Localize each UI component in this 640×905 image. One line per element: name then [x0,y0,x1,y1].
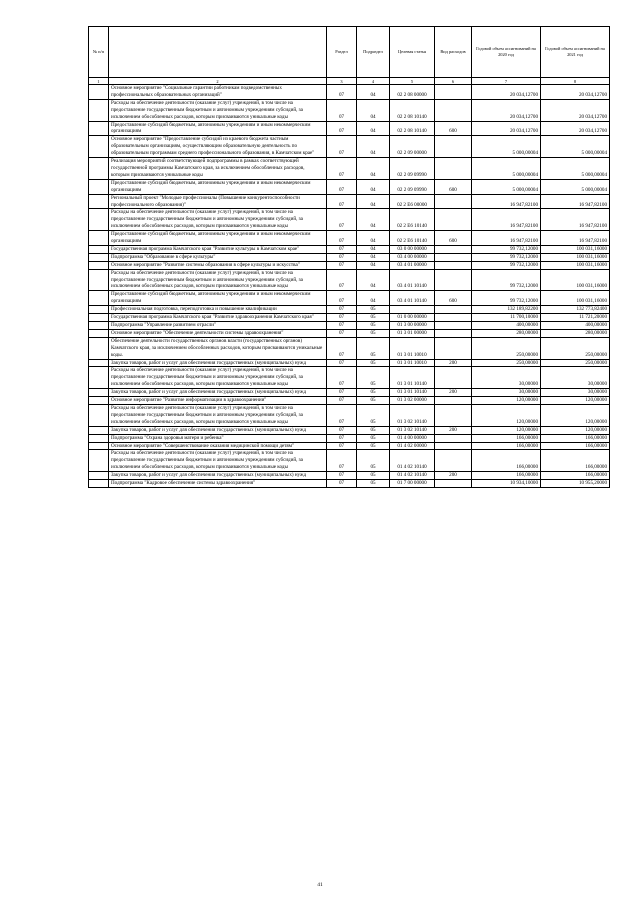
cell-expense-type: 200 [435,426,472,434]
cell-subsection: 05 [357,329,390,337]
cell-target-article: 02 2 E6 10140 [390,231,435,246]
cell-section: 07 [327,480,357,488]
cell-num [89,158,109,180]
cell-section: 07 [327,367,357,389]
column-number: 6 [435,78,472,85]
cell-name: Подпрограмма "Управление развитием отрасли" [109,322,327,330]
cell-allocation-2020: 99 732,12000 [472,253,541,261]
cell-subsection: 05 [357,472,390,480]
cell-subsection: 05 [357,314,390,322]
cell-expense-type [435,314,472,322]
cell-allocation-2021: 20 034,12700 [541,99,610,121]
cell-allocation-2021: 100 031,16000 [541,291,610,306]
cell-num [89,99,109,121]
cell-allocation-2021: 30,00000 [541,367,610,389]
cell-allocation-2020: 5 000,00004 [472,158,541,180]
header-subsection: Подраздел [357,27,390,78]
cell-expense-type [435,329,472,337]
cell-target-article: 01 4 02 00000 [390,442,435,450]
cell-allocation-2020: 166,00000 [472,434,541,442]
cell-subsection: 05 [357,397,390,405]
cell-name: Предоставление субсидий бюджетным, автономным учреждениям и иным некоммерческим организациям [109,291,327,306]
cell-expense-type [435,337,472,359]
table-row [89,450,610,472]
cell-section: 07 [327,261,357,269]
cell-target-article: 01 3 01 10010 [390,359,435,367]
cell-num [89,179,109,194]
cell-expense-type [435,261,472,269]
cell-subsection: 04 [357,99,390,121]
cell-name: Государственная программа Камчатского края "Развитие культуры в Камчатском крае" [109,245,327,253]
cell-target-article: 02 2 09 09990 [390,158,435,180]
cell-name: Подпрограмма "Охрана здоровья матери и ребенка" [109,434,327,442]
cell-target-article: 01 4 02 10140 [390,450,435,472]
table-row [89,337,610,359]
table-row [89,367,610,389]
cell-allocation-2021: 16 947,82100 [541,231,610,246]
cell-allocation-2021: 280,00000 [541,329,610,337]
column-number: 3 [327,78,357,85]
cell-name: Расходы на обеспечение деятельности (оказание услуг) учреждений, в том числе на предоставление государственным бюджетным и автономным учреждениям субсидий, за исключением обособленных расходов, которым присваиваются уникальные коды [109,404,327,426]
table-row [89,253,610,261]
cell-expense-type [435,306,472,314]
cell-target-article: 02 2 09 09990 [390,179,435,194]
cell-section: 07 [327,322,357,330]
cell-allocation-2021: 100 031,16000 [541,261,610,269]
cell-name: Региональный проект "Молодые профессионалы (Повышение конкурентоспособности профессионального образования)" [109,194,327,209]
cell-num [89,253,109,261]
cell-num [89,359,109,367]
cell-subsection: 05 [357,434,390,442]
cell-section: 07 [327,245,357,253]
cell-allocation-2021: 166,00000 [541,434,610,442]
cell-num [89,209,109,231]
cell-name: Реализация мероприятий соответствующей подпрограммы в рамках соответствующей государственной программы Камчатского края, за исключением обособленных расходов, которым присваиваются уникальные коды [109,158,327,180]
cell-section: 07 [327,397,357,405]
cell-allocation-2020: 250,00000 [472,337,541,359]
cell-allocation-2020: 280,00000 [472,329,541,337]
cell-expense-type: 200 [435,472,472,480]
cell-section: 07 [327,253,357,261]
cell-subsection: 04 [357,291,390,306]
header-expense-type: Вид расходов [435,27,472,78]
table-row [89,426,610,434]
cell-subsection: 05 [357,337,390,359]
table-row [89,322,610,330]
cell-num [89,269,109,291]
cell-subsection: 04 [357,158,390,180]
cell-allocation-2021: 100 031,16000 [541,245,610,253]
cell-allocation-2020: 400,00000 [472,322,541,330]
cell-target-article: 01 3 01 00000 [390,329,435,337]
cell-name: Основное мероприятие "Обеспечение деятельности системы здравоохранения" [109,329,327,337]
table-row [89,136,610,158]
cell-expense-type [435,158,472,180]
cell-num [89,329,109,337]
cell-num [89,367,109,389]
cell-name: Расходы на обеспечение деятельности (оказание услуг) учреждений, в том числе на предоставление государственным бюджетным и автономным учреждениям субсидий, за исключением обособленных расходов, которым присваиваются уникальные коды [109,269,327,291]
column-number-row [89,78,610,85]
cell-expense-type: 200 [435,359,472,367]
cell-allocation-2021: 20 034,12700 [541,85,610,100]
cell-target-article: 03 0 00 00000 [390,245,435,253]
cell-expense-type [435,209,472,231]
cell-allocation-2020: 166,00000 [472,472,541,480]
header-row [89,27,610,78]
cell-num [89,261,109,269]
cell-subsection: 05 [357,306,390,314]
cell-allocation-2021: 166,00000 [541,450,610,472]
cell-subsection: 05 [357,404,390,426]
page-number: 41 [317,882,323,888]
cell-subsection: 05 [357,359,390,367]
cell-section: 07 [327,359,357,367]
cell-section: 07 [327,472,357,480]
cell-allocation-2021: 11 721,20000 [541,314,610,322]
cell-target-article: 02 2 09 00000 [390,136,435,158]
cell-expense-type [435,442,472,450]
cell-allocation-2020: 16 947,82100 [472,209,541,231]
cell-allocation-2020: 99 732,12000 [472,245,541,253]
cell-subsection: 04 [357,179,390,194]
cell-target-article: 03 4 01 00000 [390,261,435,269]
cell-num [89,322,109,330]
cell-target-article: 02 2 E6 10140 [390,209,435,231]
table-row [89,442,610,450]
cell-name: Основное мероприятие "Социальные гарантии работникам подведомственных профессиональных образовательных организаций" [109,85,327,100]
cell-expense-type [435,253,472,261]
cell-num [89,450,109,472]
cell-target-article: 02 2 08 10140 [390,99,435,121]
cell-section: 07 [327,231,357,246]
table-row [89,269,610,291]
header-allocation-2020: Годовой объем ассигнований на 2020 год [472,27,541,78]
cell-num [89,306,109,314]
cell-section: 07 [327,404,357,426]
cell-allocation-2021: 132 773,82400 [541,306,610,314]
cell-subsection: 05 [357,367,390,389]
column-number: 8 [541,78,610,85]
cell-expense-type: 600 [435,121,472,136]
cell-num [89,397,109,405]
table-row [89,209,610,231]
cell-section: 07 [327,450,357,472]
cell-name: Расходы на обеспечение деятельности (оказание услуг) учреждений, в том числе на предоставление государственным бюджетным и автономным учреждениям субсидий, за исключением обособленных расходов, которым присваиваются уникальные коды [109,367,327,389]
cell-name: Расходы на обеспечение деятельности (оказание услуг) учреждений, в том числе на предоставление государственным бюджетным и автономным учреждениям субсидий, за исключением обособленных расходов, которым присваиваются уникальные коды [109,450,327,472]
cell-section: 07 [327,209,357,231]
cell-subsection: 04 [357,136,390,158]
cell-allocation-2020: 20 034,12700 [472,121,541,136]
cell-allocation-2020: 99 732,12000 [472,269,541,291]
cell-expense-type: 600 [435,179,472,194]
table-row [89,245,610,253]
cell-expense-type [435,194,472,209]
cell-expense-type [435,404,472,426]
cell-target-article: 01 7 00 00000 [390,480,435,488]
cell-expense-type [435,99,472,121]
cell-allocation-2021: 250,00000 [541,337,610,359]
cell-section: 07 [327,291,357,306]
cell-allocation-2020: 166,00000 [472,442,541,450]
cell-name: Основное мероприятие "Предоставление субсидий из краевого бюджета частным образовательным организациям, осуществляющим образовательную деятельность по образовательным программам среднего профессионального образования, в Камчатском крае" [109,136,327,158]
cell-expense-type: 600 [435,231,472,246]
budget-table [88,26,610,488]
cell-num [89,426,109,434]
cell-target-article: 02 2 08 00000 [390,85,435,100]
cell-allocation-2021: 120,00000 [541,404,610,426]
cell-num [89,231,109,246]
cell-allocation-2021: 400,00000 [541,322,610,330]
cell-allocation-2021: 100 031,16000 [541,269,610,291]
cell-name: Основное мероприятие "Развитие информатизации в здравоохранении" [109,397,327,405]
cell-allocation-2021: 250,00000 [541,359,610,367]
cell-allocation-2020: 132 189,82200 [472,306,541,314]
cell-section: 07 [327,329,357,337]
cell-subsection: 04 [357,269,390,291]
cell-expense-type [435,136,472,158]
cell-num [89,121,109,136]
cell-target-article: 01 0 00 00000 [390,314,435,322]
cell-subsection: 05 [357,322,390,330]
cell-section: 07 [327,389,357,397]
cell-allocation-2021: 10 955,20000 [541,480,610,488]
cell-name: Предоставление субсидий бюджетным, автономным учреждениям и иным некоммерческим организациям [109,231,327,246]
cell-num [89,480,109,488]
cell-allocation-2020: 11 700,10000 [472,314,541,322]
cell-target-article: 01 3 02 00000 [390,397,435,405]
cell-subsection: 04 [357,245,390,253]
cell-name: Расходы на обеспечение деятельности (оказание услуг) учреждений, в том числе на предоставление государственным бюджетным и автономным учреждениям субсидий, за исключением обособленных расходов, которым присваиваются уникальные коды [109,209,327,231]
header-target-article: Целевая статья [390,27,435,78]
cell-target-article: 03 4 01 10140 [390,291,435,306]
cell-allocation-2021: 20 034,12700 [541,121,610,136]
cell-target-article: 01 3 00 00000 [390,322,435,330]
cell-target-article: 01 4 02 10140 [390,472,435,480]
cell-num [89,314,109,322]
table-row [89,291,610,306]
cell-allocation-2020: 16 947,82100 [472,231,541,246]
cell-name: Расходы на обеспечение деятельности (оказание услуг) учреждений, в том числе на предоставление государственным бюджетным и автономным учреждениям субсидий, за исключением обособленных расходов, которым присваиваются уникальные коды [109,99,327,121]
cell-num [89,404,109,426]
cell-allocation-2020: 5 000,00004 [472,179,541,194]
cell-name: Основное мероприятие "Совершенствование оказания медицинской помощи детям" [109,442,327,450]
cell-target-article: 03 4 01 10140 [390,269,435,291]
cell-subsection: 04 [357,261,390,269]
cell-section: 07 [327,337,357,359]
cell-subsection: 05 [357,450,390,472]
table-row [89,397,610,405]
table-row [89,314,610,322]
cell-section: 07 [327,306,357,314]
cell-allocation-2021: 100 031,16000 [541,253,610,261]
table-row [89,359,610,367]
cell-name: Государственная программа Камчатского края "Развитие здравоохранения Камчатского края" [109,314,327,322]
header-section: Раздел [327,27,357,78]
cell-subsection: 04 [357,209,390,231]
column-number: 7 [472,78,541,85]
cell-section: 07 [327,121,357,136]
column-number: 2 [109,78,327,85]
cell-expense-type: 200 [435,389,472,397]
cell-num [89,291,109,306]
cell-section: 07 [327,136,357,158]
cell-target-article: 02 2 08 10140 [390,121,435,136]
cell-name: Закупка товаров, работ и услуг для обеспечения государственных (муниципальных) нужд [109,359,327,367]
cell-target-article: 01 3 01 10140 [390,389,435,397]
cell-target-article: 02 2 E6 00000 [390,194,435,209]
cell-target-article: 01 3 01 10140 [390,367,435,389]
cell-name: Обеспечение деятельности государственных органов власти (государственных органов) Камчатского края, за исключением обособленных расходов, которым присваиваются уникальные коды. [109,337,327,359]
cell-name: Закупка товаров, работ и услуг для обеспечения государственных (муниципальных) нужд [109,389,327,397]
cell-target-article: 01 3 02 10140 [390,426,435,434]
cell-num [89,245,109,253]
cell-allocation-2021: 5 000,00004 [541,179,610,194]
cell-section: 07 [327,99,357,121]
cell-expense-type [435,367,472,389]
cell-subsection: 04 [357,194,390,209]
table-row [89,404,610,426]
table-row [89,472,610,480]
cell-allocation-2020: 166,00000 [472,450,541,472]
cell-allocation-2020: 120,00000 [472,404,541,426]
cell-allocation-2021: 16 947,82100 [541,209,610,231]
cell-target-article: 01 3 02 10140 [390,404,435,426]
cell-num [89,194,109,209]
table-row [89,480,610,488]
table-row [89,329,610,337]
cell-name: Предоставление субсидий бюджетным, автономным учреждениям и иным некоммерческим организациям [109,121,327,136]
cell-section: 07 [327,314,357,322]
cell-allocation-2020: 99 732,12000 [472,261,541,269]
table-row [89,85,610,100]
table-row [89,158,610,180]
cell-section: 07 [327,442,357,450]
cell-name: Закупка товаров, работ и услуг для обеспечения государственных (муниципальных) нужд [109,426,327,434]
cell-subsection: 04 [357,231,390,246]
cell-expense-type: 600 [435,291,472,306]
cell-section: 07 [327,434,357,442]
cell-allocation-2021: 5 000,00004 [541,158,610,180]
cell-section: 07 [327,179,357,194]
cell-section: 07 [327,269,357,291]
cell-allocation-2021: 166,00000 [541,442,610,450]
cell-name: Предоставление субсидий бюджетным, автономным учреждениям и иным некоммерческим организациям [109,179,327,194]
table-row [89,194,610,209]
cell-allocation-2020: 30,00000 [472,389,541,397]
table-row [89,389,610,397]
cell-subsection: 05 [357,389,390,397]
cell-expense-type [435,480,472,488]
cell-target-article: 01 3 01 10010 [390,337,435,359]
cell-allocation-2020: 20 034,12700 [472,85,541,100]
cell-expense-type [435,322,472,330]
cell-expense-type [435,450,472,472]
cell-num [89,389,109,397]
cell-section: 07 [327,194,357,209]
cell-num [89,434,109,442]
cell-allocation-2020: 20 034,12700 [472,99,541,121]
cell-allocation-2021: 166,00000 [541,472,610,480]
column-number: 5 [390,78,435,85]
cell-subsection: 05 [357,426,390,434]
cell-expense-type [435,85,472,100]
cell-allocation-2020: 5 000,00004 [472,136,541,158]
table-row [89,179,610,194]
cell-allocation-2020: 30,00000 [472,367,541,389]
column-number: 1 [89,78,109,85]
cell-subsection: 04 [357,253,390,261]
cell-name: Подпрограмма "Образование в сфере культуры" [109,253,327,261]
cell-allocation-2020: 120,00000 [472,426,541,434]
table-row [89,306,610,314]
cell-num [89,136,109,158]
cell-subsection: 05 [357,480,390,488]
cell-name: Подпрограмма "Кадровое обеспечение системы здравоохранения" [109,480,327,488]
cell-target-article: 01 4 00 00000 [390,434,435,442]
cell-num [89,337,109,359]
table-row [89,121,610,136]
cell-num [89,442,109,450]
table-body [89,85,610,488]
cell-num [89,85,109,100]
cell-allocation-2020: 250,00000 [472,359,541,367]
cell-name: Основное мероприятие "Развитие системы образования в сфере культуры и искусства" [109,261,327,269]
cell-expense-type [435,269,472,291]
cell-allocation-2021: 30,00000 [541,389,610,397]
cell-expense-type [435,245,472,253]
cell-allocation-2020: 99 732,12000 [472,291,541,306]
cell-allocation-2021: 120,00000 [541,397,610,405]
table-row [89,261,610,269]
column-number: 4 [357,78,390,85]
table-row [89,434,610,442]
cell-target-article [390,306,435,314]
cell-section: 07 [327,85,357,100]
cell-allocation-2021: 16 947,82100 [541,194,610,209]
header-num: № п/п [89,27,109,78]
cell-allocation-2021: 5 000,00004 [541,136,610,158]
cell-name: Закупка товаров, работ и услуг для обеспечения государственных (муниципальных) нужд [109,472,327,480]
cell-allocation-2020: 10 934,10000 [472,480,541,488]
cell-allocation-2020: 16 947,82100 [472,194,541,209]
cell-subsection: 04 [357,85,390,100]
cell-section: 07 [327,158,357,180]
header-name [109,27,327,78]
cell-target-article: 03 4 00 00000 [390,253,435,261]
cell-subsection: 04 [357,121,390,136]
header-allocation-2021: Годовой объем ассигнований на 2021 год [541,27,610,78]
cell-allocation-2020: 120,00000 [472,397,541,405]
cell-expense-type [435,397,472,405]
table-row [89,231,610,246]
cell-section: 07 [327,426,357,434]
cell-subsection: 05 [357,442,390,450]
table-row [89,99,610,121]
cell-allocation-2021: 120,00000 [541,426,610,434]
cell-name: Профессиональная подготовка, переподготовка и повышение квалификации [109,306,327,314]
cell-expense-type [435,434,472,442]
cell-num [89,472,109,480]
